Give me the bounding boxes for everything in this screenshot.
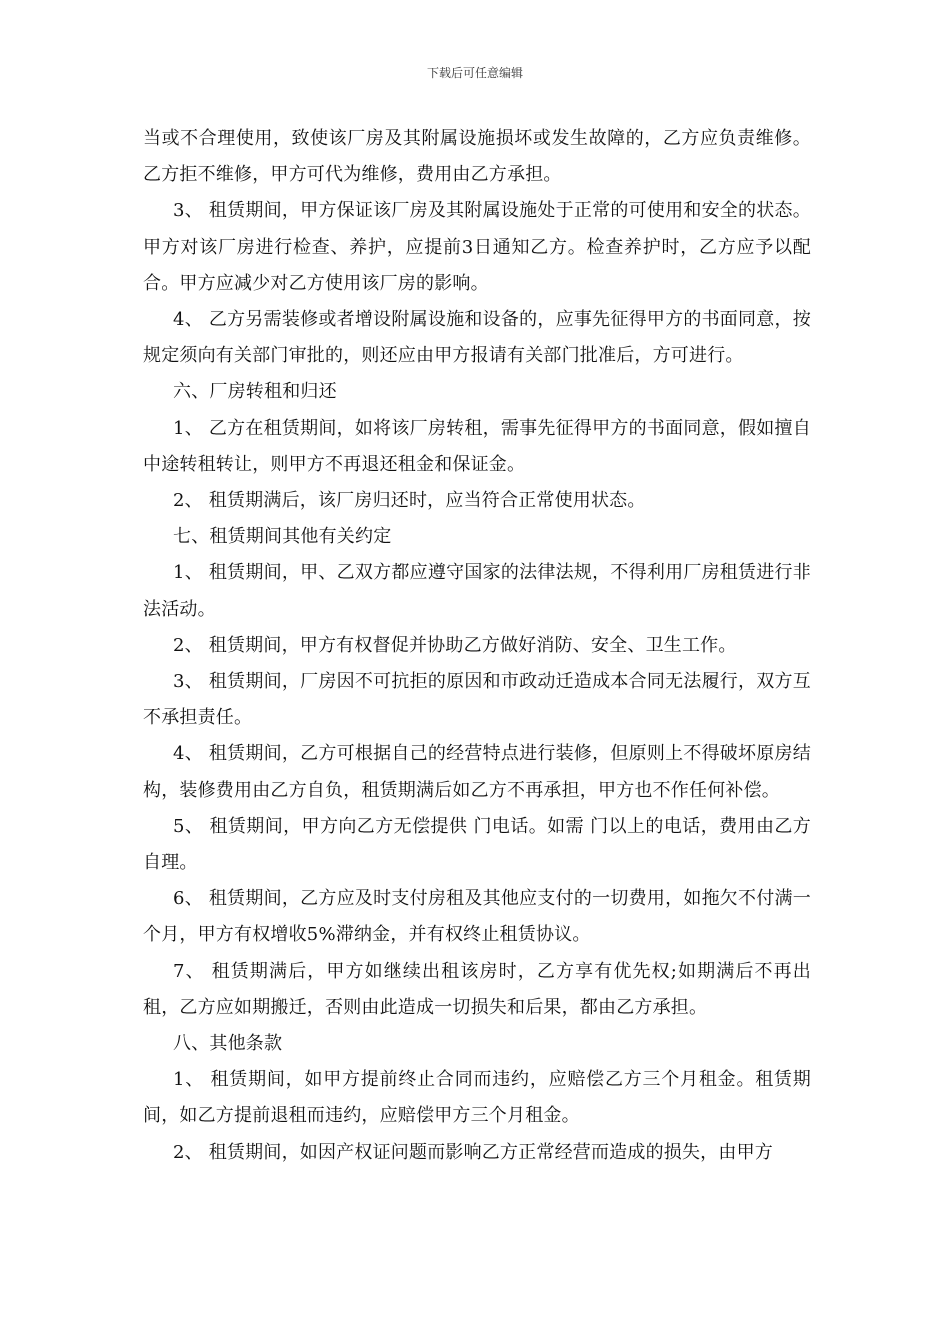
paragraph: 当或不合理使用，致使该厂房及其附属设施损坏或发生故障的，乙方应负责维修。乙方拒不维修，甲方可代为维修，费用由乙方承担。 [143,128,811,186]
paragraph: 2、 租赁期间，甲方有权督促并协助乙方做好消防、安全、卫生工作。 [173,634,737,656]
page-header: 下载后可任意编辑 [426,66,523,80]
paragraph: 5、 租赁期间，甲方向乙方无偿提供 门电话。如需 门以上的电话，费用由乙方自理。 [143,815,811,874]
paragraph: 2、 租赁期满后，该厂房归还时，应当符合正常使用状态。 [173,490,646,512]
paragraph: 1、 租赁期间，甲、乙双方都应遵守国家的法律法规，不得利用厂房租赁进行非法活动。 [143,562,811,620]
paragraph: 1、 租赁期间，如甲方提前终止合同而违约，应赔偿乙方三个月租金。租赁期间，如乙方提前退租而违约，应赔偿甲方三个月租金。 [143,1069,811,1127]
paragraph: 4、 租赁期间，乙方可根据自己的经营特点进行装修，但原则上不得破坏原房结构，装修费用由乙方自负，租赁期满后如乙方不再承担，甲方也不作任何补偿。 [143,743,811,801]
paragraph: 1、 乙方在租赁期间，如将该厂房转租，需事先征得甲方的书面同意，假如擅自中途转租转让，则甲方不再退还租金和保证金。 [143,417,811,475]
section-heading: 七、租赁期间其他有关约定 [173,526,392,548]
paragraph: 6、 租赁期间，乙方应及时支付房租及其他应支付的一切费用，如拖欠不付满一个月，甲方有权增收5%滞纳金，并有权终止租赁协议。 [143,888,811,946]
paragraph: 3、 租赁期间，甲方保证该厂房及其附属设施处于正常的可使用和安全的状态。甲方对该厂房进行检查、养护，应提前3日通知乙方。检查养护时，乙方应予以配合。甲方应减少对乙方使用该厂房的影响。 [143,200,811,294]
paragraph: 2、 租赁期间，如因产权证问题而影响乙方正常经营而造成的损失，由甲方 [173,1141,773,1163]
paragraph: 7、 租赁期满后，甲方如继续出租该房时，乙方享有优先权;如期满后不再出租，乙方应如期搬迁，否则由此造成一切损失和后果，都由乙方承担。 [143,960,811,1018]
paragraph: 4、 乙方另需装修或者增设附属设施和设备的，应事先征得甲方的书面同意，按规定须向有关部门审批的，则还应由甲方报请有关部门批准后，方可进行。 [143,309,811,367]
section-heading: 八、其他条款 [173,1033,283,1055]
paragraph: 3、 租赁期间，厂房因不可抗拒的原因和市政动迁造成本合同无法履行，双方互不承担责任。 [143,671,811,729]
document-body [143,121,811,1171]
section-heading: 六、厂房转租和归还 [173,381,337,403]
